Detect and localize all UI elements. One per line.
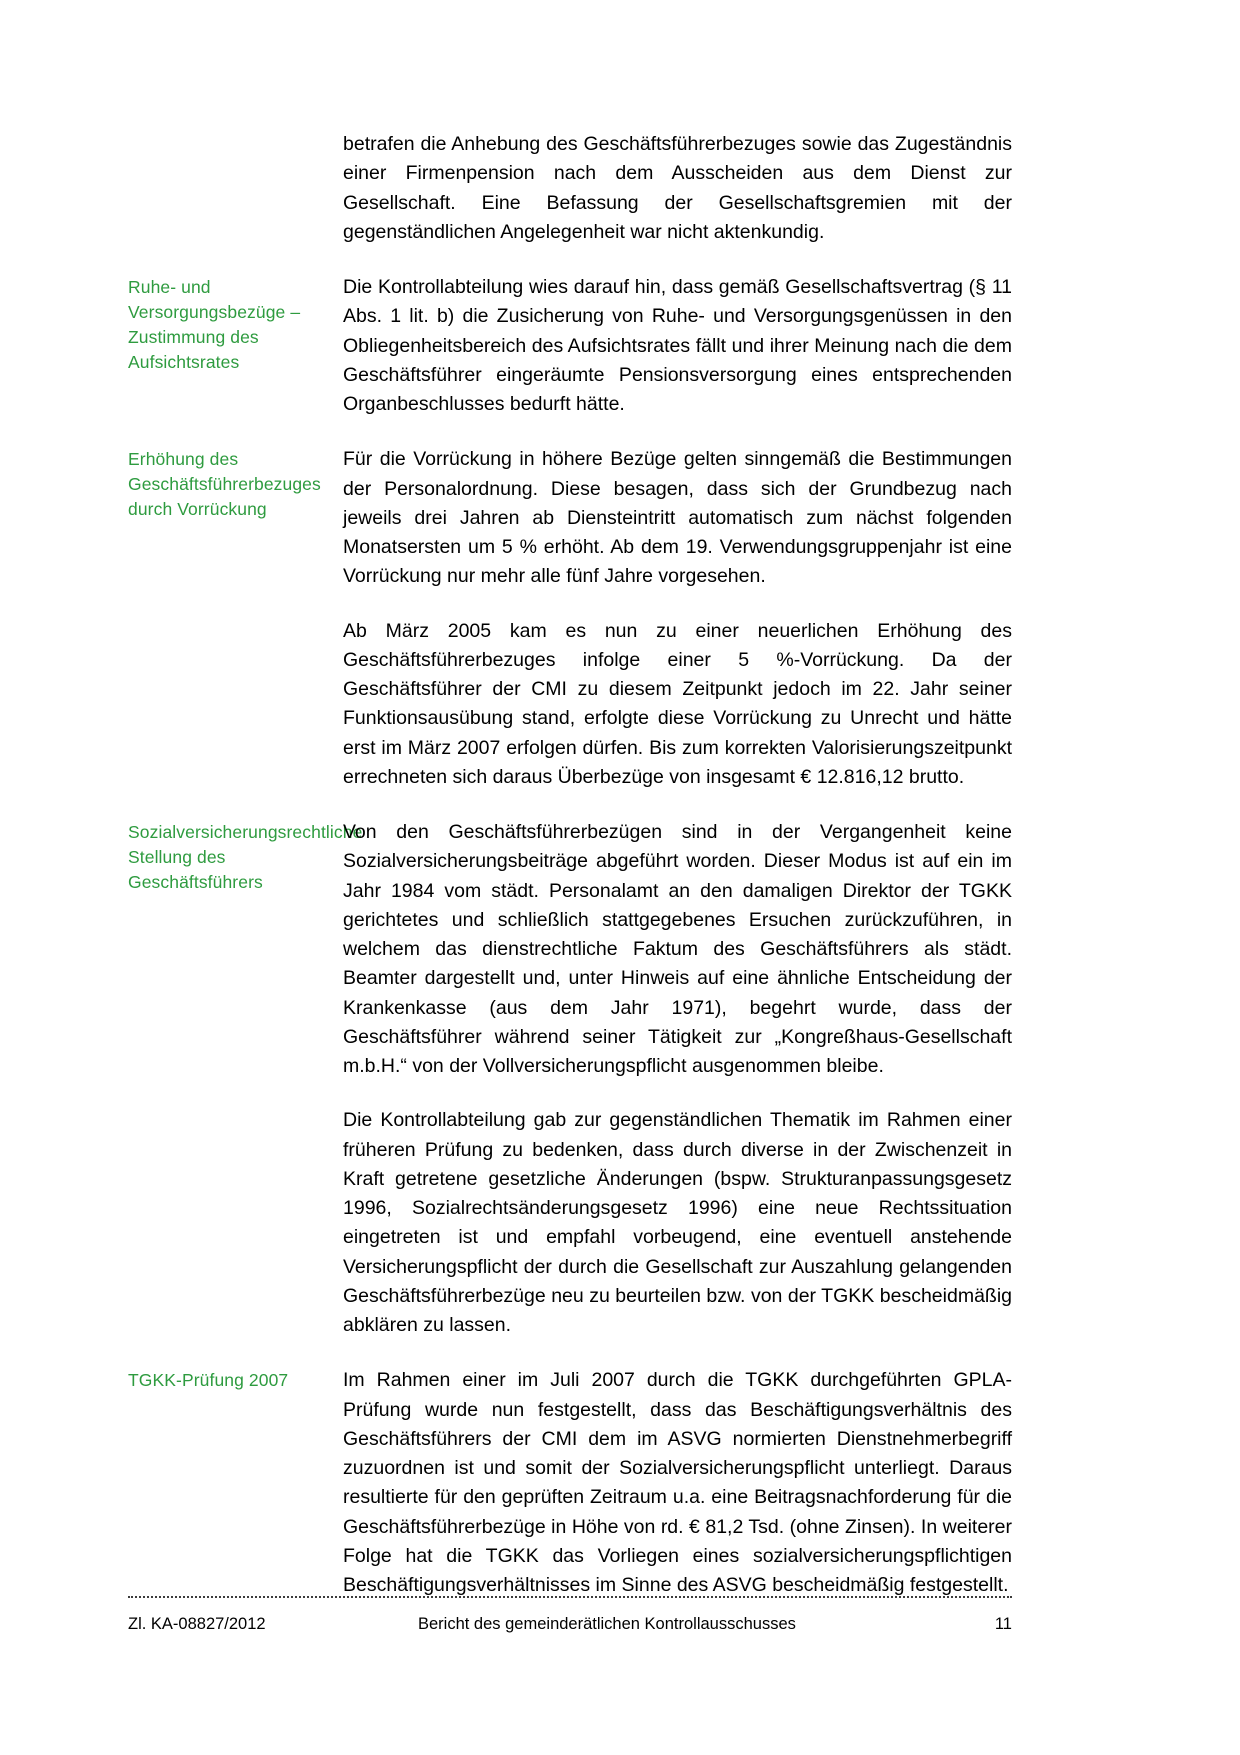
paragraph: Die Kontrollabteilung wies darauf hin, dass gemäß Gesellschaftsvertrag (§ 11 Abs. 1 lit. b) die Zusicherung von Ruhe- und Versorgungsgenüssen in den Obliegenheitsbereich des Aufsichtsrates fällt und ihrer Meinung nach die dem Geschäftsführer eingeräumte Pensionsversorgung eines entsprechenden Organbeschlusses bedurft hätte. <box>343 276 1012 415</box>
marginal-note-tgkk-pruefung-2007: TGKK-Prüfung 2007 <box>128 1370 289 1391</box>
footer-page-number: 11 <box>994 1615 1012 1633</box>
body-column <box>343 130 1012 247</box>
content-section <box>128 445 1012 792</box>
body-column <box>343 445 1012 792</box>
paragraph: Für die Vorrückung in höhere Bezüge gelten sinngemäß die Bestimmungen der Personalordnung. Diese besagen, dass sich der Grundbezug nach jeweils drei Jahren ab Diensteintritt automatisch zum nächst folgenden Monatsersten um 5 % erhöht. Ab dem 19. Verwendungsgruppenjahr ist eine Vorrückung nur mehr alle fünf Jahre vorgesehen. <box>343 448 1012 588</box>
paragraph: Ab März 2005 kam es nun zu einer neuerlichen Erhöhung des Geschäftsführerbezuges infolge einer 5 %-Vorrückung. Da der Geschäftsführer der CMI zu diesem Zeitpunkt jedoch im 22. Jahr seiner Funktionsausübung stand, erfolgte diese Vorrückung zu Unrecht und hätte erst im März 2007 erfolgen dürfen. Bis zum korrekten Valorisierungszeitpunkt errechneten sich daraus Überbezüge von insgesamt € 12.816,12 brutto. <box>343 619 1012 788</box>
content-section <box>128 130 1012 247</box>
footer-divider <box>128 1596 1012 1599</box>
marginal-note-ruhe-versorgungsbezuege: Ruhe- und Versorgungsbezüge – Zustimmung des Aufsichtsrates <box>128 277 301 372</box>
footer-line <box>128 1615 1012 1634</box>
content-section <box>128 1366 1012 1600</box>
footer-title: Bericht des gemeinderätlichen Kontrollausschusses <box>418 1615 796 1633</box>
body-column <box>343 273 1012 419</box>
paragraph: Im Rahmen einer im Juli 2007 durch die TGKK durchgeführten GPLA-Prüfung wurde nun festgestellt, dass das Beschäftigungsverhältnis des Geschäftsführers der CMI dem im ASVG normierten Dienstnehmerbegriff zuzuordnen ist und somit der Sozialversicherungspflicht unterliegt. Daraus resultierte für den geprüften Zeitraum u.a. eine Beitragsnachforderung für die Geschäftsführerbezüge in Höhe von rd. € 81,2 Tsd. (ohne Zinsen). In weiterer Folge hat die TGKK das Vorliegen eines sozialversicherungspflichtigen Beschäftigungsverhältnisses im Sinne des ASVG bescheidmäßig festgestellt. <box>343 1369 1012 1596</box>
marginal-note-sozialversicherungsrechtliche-stellung: Sozialversicherungsrechtliche Stellung des Geschäftsführers <box>128 822 363 892</box>
body-column <box>343 1366 1012 1600</box>
body-column <box>343 818 1012 1340</box>
page-footer <box>128 1596 1012 1634</box>
paragraph: Von den Geschäftsführerbezügen sind in der Vergangenheit keine Sozialversicherungsbeiträge abgeführt worden. Dieser Modus ist auf ein im Jahr 1984 vom städt. Personalamt an den damaligen Direktor der TGKK gerichtetes und schließlich stattgegebenes Ersuchen zurückzuführen, in welchem das dienstrechtliche Faktum des Geschäftsführers als städt. Beamter dargestellt und, unter Hinweis auf eine ähnliche Entscheidung der Krankenkasse (aus dem Jahr 1971), begehrt wurde, dass der Geschäftsführer während seiner Tätigkeit zur „Kongreßhaus-Gesellschaft m.b.H.“ von der Vollversicherungspflicht ausgenommen bleibe. <box>343 821 1012 1077</box>
page-content <box>128 130 1012 1626</box>
content-section <box>128 273 1012 419</box>
footer-reference: Zl. KA-08827/2012 <box>128 1615 266 1633</box>
marginal-note-erhoehung-vorrueckung: Erhöhung des Geschäftsführerbezuges durch Vorrückung <box>128 449 321 519</box>
paragraph: betrafen die Anhebung des Geschäftsführerbezuges sowie das Zugeständnis einer Firmenpension nach dem Ausscheiden aus dem Dienst zur Gesellschaft. Eine Befassung der Gesellschaftsgremien mit der gegenständlichen Angelegenheit war nicht aktenkundig. <box>343 133 1012 243</box>
marginal-note <box>128 130 343 132</box>
paragraph: Die Kontrollabteilung gab zur gegenständlichen Thematik im Rahmen einer früheren Prüfung zu bedenken, dass durch diverse in der Zwischenzeit in Kraft getretene gesetzliche Änderungen (bspw. Strukturanpassungsgesetz 1996, Sozialrechtsänderungsgesetz 1996) eine neue Rechtssituation eingetreten ist und empfahl vorbeugend, eine eventuell anstehende Versicherungspflicht der durch die Gesellschaft zur Auszahlung gelangenden Geschäftsführerbezüge neu zu beurteilen bzw. von der TGKK bescheidmäßig abklären zu lassen. <box>343 1109 1012 1336</box>
content-section <box>128 818 1012 1340</box>
